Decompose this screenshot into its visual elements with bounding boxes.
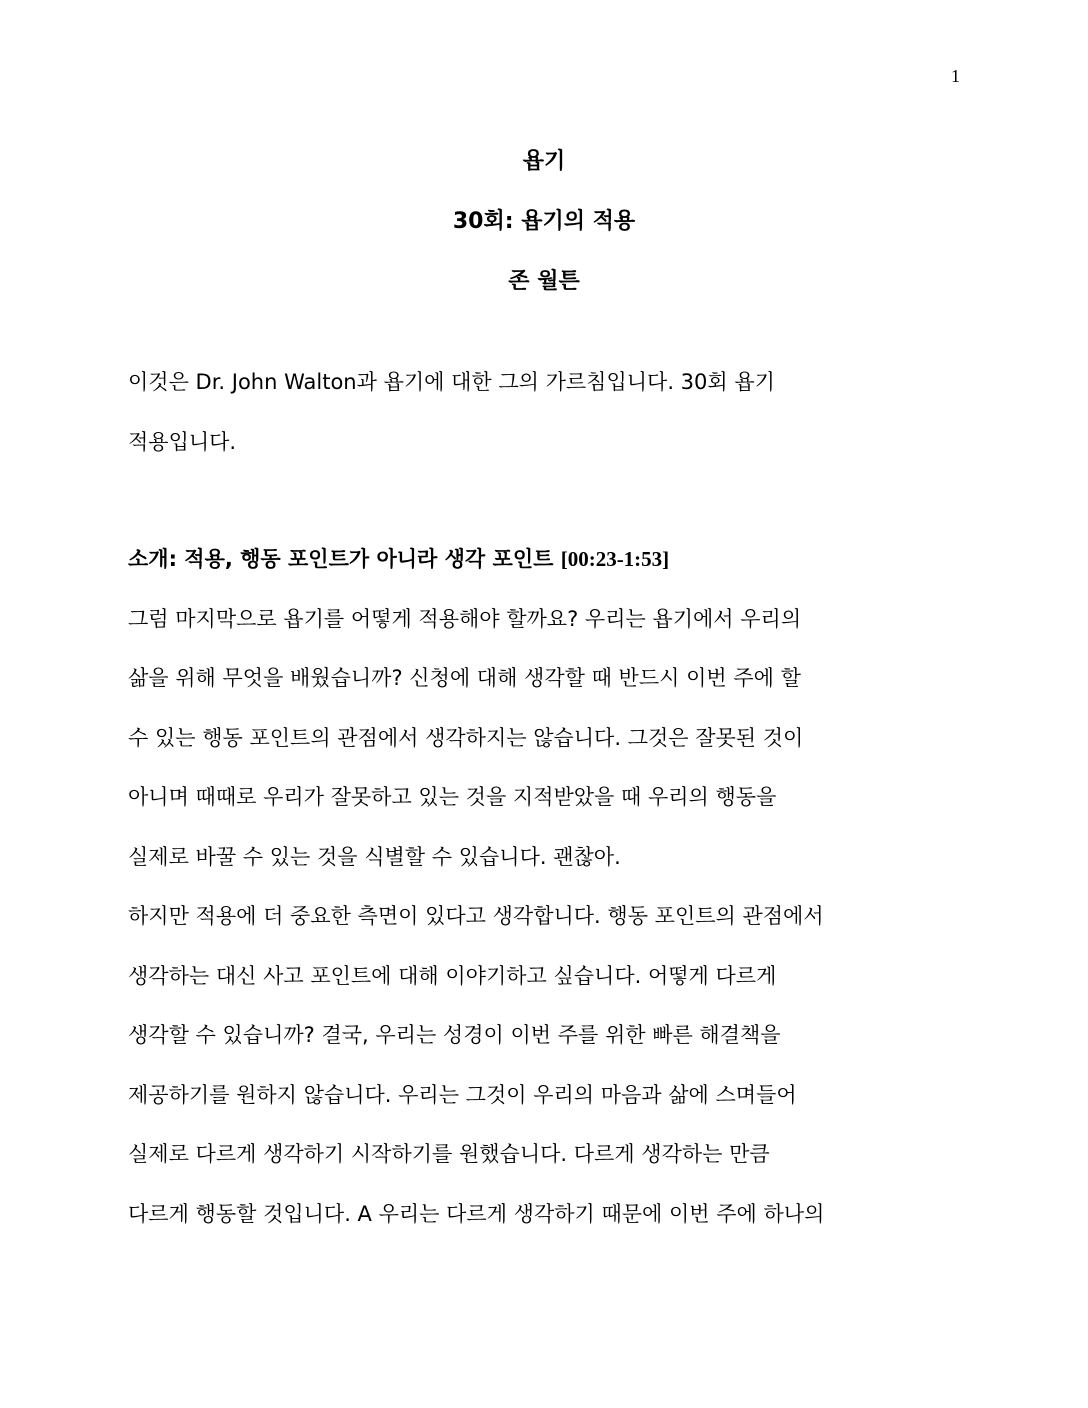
body-line: 수 있는 행동 포인트의 관점에서 생각하지는 않습니다. 그것은 잘못된 것이	[128, 725, 804, 750]
body-line: 그럼 마지막으로 욥기를 어떻게 적용해야 할까요? 우리는 욥기에서 우리의	[128, 606, 802, 631]
intro-line: 적용입니다.	[128, 429, 237, 454]
body-line: 생각하는 대신 사고 포인트에 대해 이야기하고 싶습니다. 어떻게 다르게	[128, 963, 777, 988]
section-heading-text: 소개: 적용, 행동 포인트가 아니라 생각 포인트	[128, 547, 561, 571]
body-line: 실제로 다르게 생각하기 시작하기를 원했습니다. 다르게 생각하는 만큼	[128, 1142, 770, 1166]
book-title: 욥기	[522, 149, 566, 174]
body-line: 생각할 수 있습니까? 결국, 우리는 성경이 이번 주를 위한 빠른 해결책을	[128, 1023, 781, 1047]
body-line: 제공하기를 원하지 않습니다. 우리는 그것이 우리의 마음과 삶에 스며들어	[128, 1082, 797, 1107]
episode-title: 30회: 욥기의 적용	[452, 209, 636, 234]
body-line: 삶을 위해 무엇을 배웠습니까? 신청에 대해 생각할 때 반드시 이번 주에 할	[128, 666, 801, 690]
section-timestamp: [00:23-1:53]	[560, 547, 670, 571]
document-body	[128, 362, 964, 1253]
intro-line: 이것은 Dr. John Walton과 욥기에 대한 그의 가르침입니다. 30회 욥기	[128, 370, 775, 394]
body-line: 실제로 바꿀 수 있는 것을 식별할 수 있습니다. 괜찮아.	[128, 844, 621, 869]
section-heading	[128, 539, 964, 599]
paragraph-spacer	[128, 481, 964, 539]
page-number: 1	[951, 66, 960, 86]
body-line: 다르게 행동할 것입니다. A 우리는 다르게 생각하기 때문에 이번 주에 하나의	[128, 1201, 825, 1226]
body-line: 하지만 적용에 더 중요한 측면이 있다고 생각합니다. 행동 포인트의 관점에서	[128, 904, 824, 928]
title-block	[0, 142, 1088, 322]
author-name: 존 월튼	[508, 269, 580, 294]
body-line: 아니며 때때로 우리가 잘못하고 있는 것을 지적받았을 때 우리의 행동을	[128, 785, 777, 809]
